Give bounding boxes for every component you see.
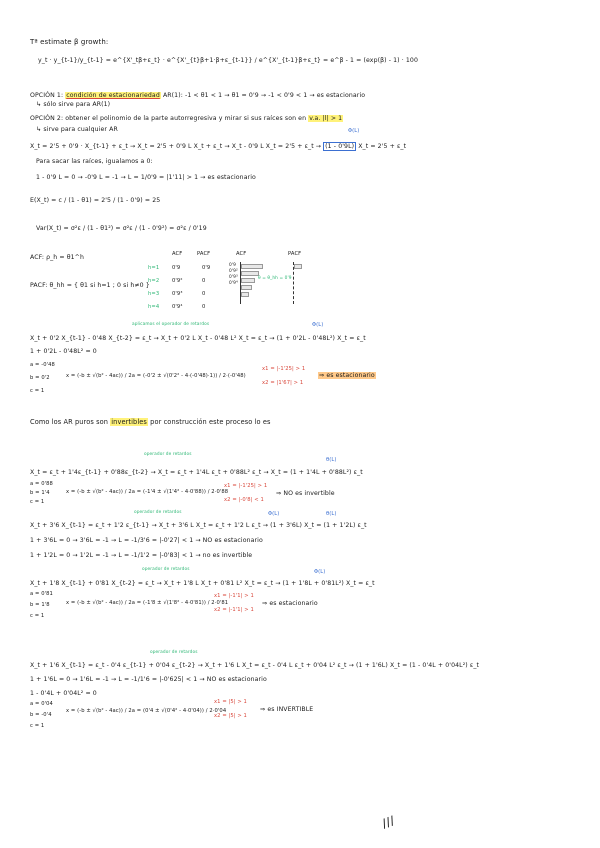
arma-equation: X_t + 3'6 X_{t-1} = ε_t + 1'2 ε_{t-1} → X_t + 3'6 L X_t = ε_t + 1'2 L ε_t → (1 + 3'6L) X_t = (1 + 1'2L) ε_t xyxy=(30,522,367,529)
table-header-acf: ACF xyxy=(172,251,183,257)
last-root-ar: 1 + 1'6L = 0 → 1'6L = -1 → L = -1/1'6 = |-0'625| < 1 → NO es estacionario xyxy=(30,676,267,683)
ar2b-coef: c = 1 xyxy=(30,613,45,619)
invertible-text-a: Como los AR puros son xyxy=(30,418,109,426)
ar1-equation xyxy=(30,143,406,151)
ar2b-quadratic-formula: x = (-b ± √(b² - 4ac)) / 2a = (-1'8 ± √(1'8² - 4·0'81)) / 2·0'81 xyxy=(66,600,229,606)
ar2-root: x1 = |-1'25| > 1 xyxy=(262,366,306,372)
ma2-equation: X_t = ε_t + 1'4ε_{t-1} + 0'88ε_{t-2} → X_t = ε_t + 1'4L ε_t + 0'88L² ε_t → X_t = (1 + 1'4L + 0'88L²) ε_t xyxy=(30,469,363,476)
variance-equation: Var(X_t) = σ²ε / (1 - θ1²) = σ²ε / (1 - 0'9²) = σ²ε / 0'19 xyxy=(36,225,207,232)
acf-bar xyxy=(241,285,252,290)
pacf-plot-label: PACF xyxy=(288,251,302,257)
ar2-coef: b = 0'2 xyxy=(30,375,50,381)
option1-highlight: condición de estacionariedad xyxy=(66,92,160,99)
ar2-coef: a = -0'48 xyxy=(30,362,55,368)
table-row-acf: 0'9³ xyxy=(172,291,183,297)
option2-note: ↳ sirve para cualquier AR xyxy=(36,126,118,133)
ma2-coef: a = 0'88 xyxy=(30,481,53,487)
acf-definition: ACF: ρ_h = θ1^h xyxy=(30,254,84,261)
last-polynomial: 1 - 0'4L + 0'04L² = 0 xyxy=(30,690,97,697)
expectation-equation: E(X_t) = c / (1 - θ1) = 2'5 / (1 - 0'9) = 25 xyxy=(30,197,161,204)
option2-highlight: v.a. |l| > 1 xyxy=(309,115,343,122)
acf-bar xyxy=(241,292,249,297)
invertible-highlight: invertibles xyxy=(111,418,147,426)
ar2b-phi-label: Φ(L) xyxy=(314,569,326,575)
option2-line xyxy=(30,115,343,123)
table-row-acf: 0'9⁴ xyxy=(172,304,183,310)
table-row-pacf: 0 xyxy=(202,278,206,284)
acf-bar xyxy=(241,264,263,269)
signature-marks: /// xyxy=(379,813,397,831)
acf-tick-label: 0'9² xyxy=(229,269,238,274)
ar2-polynomial: 1 + 0'2L - 0'48L² = 0 xyxy=(30,348,97,355)
table-row-acf: 0'9² xyxy=(172,278,183,284)
ma2-root: x1 = |-1'25| > 1 xyxy=(224,483,268,489)
ar2-quadratic-formula: x = (-b ± √(b² - 4ac)) / 2a = (-0'2 ± √(0'2² - 4·(-0'48)·1)) / 2·(-0'48) xyxy=(66,373,246,379)
ar2b-coef: a = 0'81 xyxy=(30,591,53,597)
ar1-eq-text: X_t = 2'5 + 0'9 · X_{t-1} + ε_t → X_t = 2'5 + 0'9 L X_t + ε_t → X_t - 0'9 L X_t = 2'5 + ε_t → xyxy=(30,143,322,150)
invertible-line xyxy=(30,418,271,426)
last-quadratic-formula: x = (-b ± √(b² - 4ac)) / 2a = (0'4 ± √(0'4² - 4·0'04)) / 2·0'04 xyxy=(66,708,227,714)
phi-label: Φ(L) xyxy=(348,128,360,134)
ar2-equation: X_t + 0'2 X_{t-1} - 0'48 X_{t-2} = ε_t → X_t + 0'2 L X_t - 0'48 L² X_t = ε_t → (1 + 0'2L - 0'48L²) X_t = ε_t xyxy=(30,335,366,342)
ar2-phi-label: Φ(L) xyxy=(312,322,324,328)
ar2b-coef: b = 1'8 xyxy=(30,602,50,608)
pacf-note: θ = θ_hh = 0'9 xyxy=(258,276,292,281)
table-row-h: h=3 xyxy=(148,291,160,297)
pacf-bar xyxy=(294,264,302,269)
ma2-root: x2 = |-0'8| < 1 xyxy=(224,497,264,503)
table-header-pacf: PACF xyxy=(197,251,211,257)
acf-tick-label: 0'9⁴ xyxy=(229,281,238,286)
growth-fraction-equation: y_t · y_{t-1}/y_{t-1} = e^{X'_tβ+ε_t} · e^{X'_{t}β+1·β+ε_{t-1}} / e^{X'_{t-1}β+ε_t} = e^β - 1 = (exp(β) - 1) · 100 xyxy=(38,57,418,64)
invertible-text-b: por construcción este proceso lo es xyxy=(150,418,271,426)
roots-text: Para sacar las raíces, igualamos a 0: xyxy=(36,158,153,165)
table-row-h: h=4 xyxy=(148,304,160,310)
table-row-h: h=2 xyxy=(148,278,160,284)
option1-line xyxy=(30,92,365,100)
ar1-eq-box: (1 - 0'9L) xyxy=(325,143,355,150)
roots-equation: 1 - 0'9 L = 0 → -0'9 L = -1 → L = 1/0'9 = |1'11| > 1 → es estacionario xyxy=(36,174,256,181)
ar2b-result: ⇒ es estacionario xyxy=(262,600,318,607)
ma2-coef: b = 1'4 xyxy=(30,490,50,496)
ma2-result: ⇒ NO es invertible xyxy=(276,490,335,497)
ar2-operator-note: aplicamos el operador de retardos xyxy=(132,322,210,327)
ar2-result xyxy=(318,372,376,380)
table-row-pacf: 0'9 xyxy=(202,265,211,271)
ar1-eq-end: X_t = 2'5 + ε_t xyxy=(358,143,407,150)
arma-phi-label: Φ(L) xyxy=(268,511,280,517)
acf-bar xyxy=(241,278,255,283)
ar2b-operator-note: operador de retardos xyxy=(142,567,190,572)
last-coef: b = -0'4 xyxy=(30,712,52,718)
last-coef: c = 1 xyxy=(30,723,45,729)
table-row-pacf: 0 xyxy=(202,291,206,297)
page-title: Tª estimate β growth: xyxy=(30,38,109,46)
ma2-theta-label: θ(L) xyxy=(326,457,337,463)
acf-bar xyxy=(241,271,259,276)
ar2b-root: x2 = |-1'1| > 1 xyxy=(214,607,254,613)
table-row-h: h=1 xyxy=(148,265,160,271)
last-root: x2 = |5| > 1 xyxy=(214,713,247,719)
ar2-result-text: ⇒ es estacionario xyxy=(319,372,375,379)
arma-operator-note: operador de retardos xyxy=(134,510,182,515)
arma-theta-label: θ(L) xyxy=(326,511,337,517)
option1-note: ↳ sólo sirve para AR(1) xyxy=(36,101,111,108)
arma-root-ar: 1 + 3'6L = 0 → 3'6L = -1 → L = -1/3'6 = |-0'27| < 1 → NO es estacionario xyxy=(30,537,263,544)
acf-tick-label: 0'9³ xyxy=(229,275,238,280)
last-result: ⇒ es INVERTIBLE xyxy=(260,706,314,713)
acf-plot-label: ACF xyxy=(236,251,247,257)
ar2-coef: c = 1 xyxy=(30,388,45,394)
last-equation: X_t + 1'6 X_{t-1} = ε_t - 0'4 ε_{t-1} + 0'04 ε_{t-2} → X_t + 1'6 L X_t = ε_t - 0'4 L ε_t + 0'04 L² ε_t → (1 + 1'6L) X_t = (1 - 0'4L + 0'04L²) ε_t xyxy=(30,662,480,669)
last-coef: a = 0'04 xyxy=(30,701,53,707)
arma-root-ma: 1 + 1'2L = 0 → 1'2L = -1 → L = -1/1'2 = |-0'83| < 1 → no es invertible xyxy=(30,552,253,559)
option1-rest: AR(1): -1 < θ1 < 1 → θ1 = 0'9 → -1 < 0'9 < 1 → es estacionario xyxy=(162,92,366,99)
table-row-acf: 0'9 xyxy=(172,265,181,271)
table-row-pacf: 0 xyxy=(202,304,206,310)
last-operator-note: operador de retardos xyxy=(150,650,198,655)
last-root: x1 = |5| > 1 xyxy=(214,699,247,705)
ar2b-equation: X_t + 1'8 X_{t-1} + 0'81 X_{t-2} = ε_t → X_t + 1'8 L X_t + 0'81 L² X_t = ε_t → (1 + 1'8L + 0'81L²) X_t = ε_t xyxy=(30,580,375,587)
acf-tick-label: 0'9 xyxy=(229,263,236,268)
ma2-coef: c = 1 xyxy=(30,499,45,505)
ma2-quadratic-formula: x = (-b ± √(b² - 4ac)) / 2a = (-1'4 ± √(1'4² - 4·0'88)) / 2·0'88 xyxy=(66,489,229,495)
ar2-root: x2 = |1'67| > 1 xyxy=(262,380,304,386)
ma2-operator-note: operador de retardos xyxy=(144,452,192,457)
option2-text: OPCIÓN 2: obtener el polinomio de la parte autorregresiva y mirar si sus raíces son en xyxy=(30,115,307,122)
option1-label: OPCIÓN 1: xyxy=(30,92,64,99)
ar2b-root: x1 = |-1'1| > 1 xyxy=(214,593,254,599)
pacf-definition: PACF: θ_hh = { θ1 si h=1 ; 0 si h≠0 } xyxy=(30,282,150,289)
